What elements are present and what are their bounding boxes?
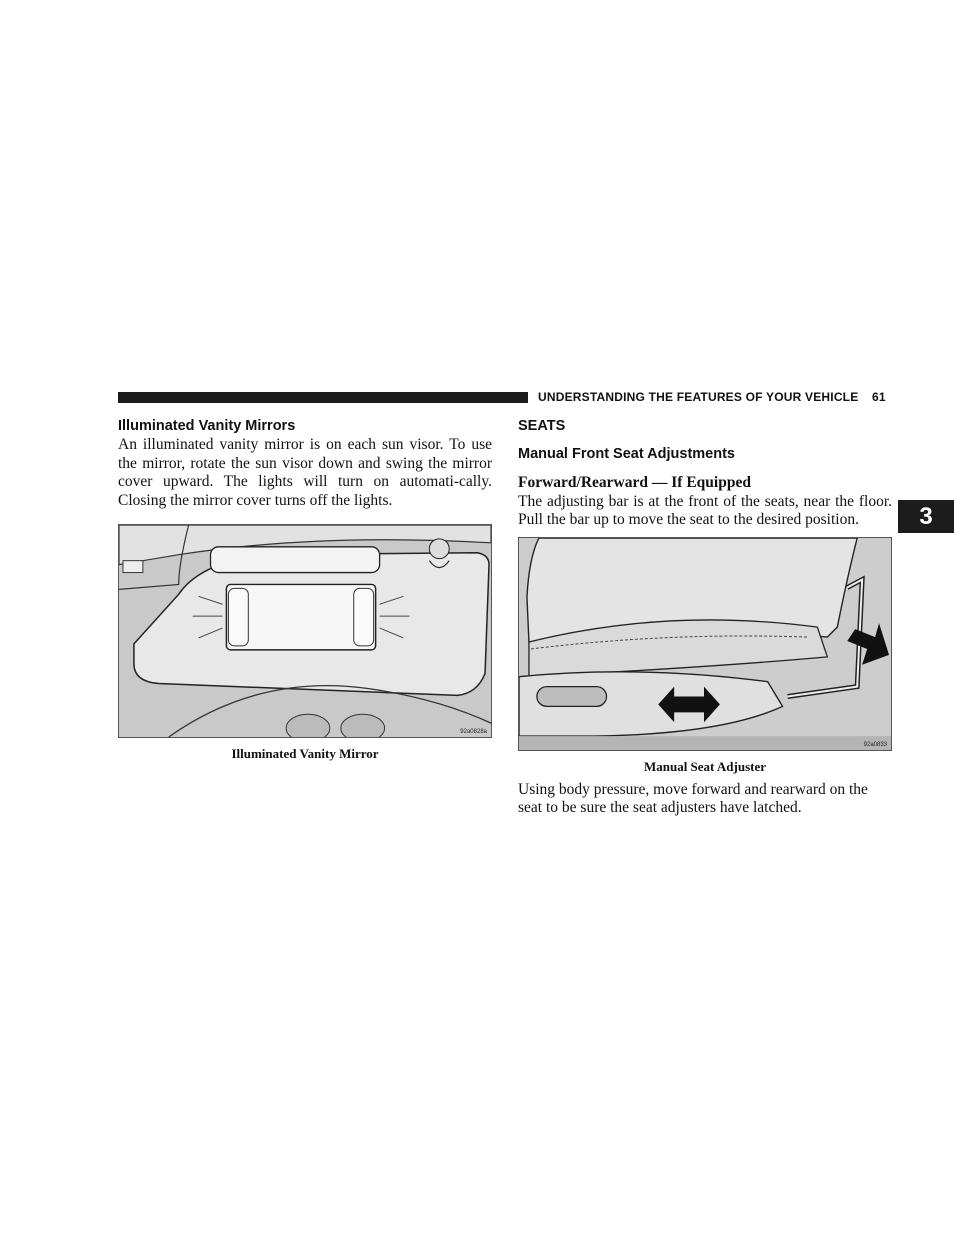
figure-code: 92a0833	[863, 741, 887, 748]
running-header	[538, 390, 886, 404]
vanity-mirror-paragraph: An illuminated vanity mirror is on each sun visor. To use the mirror, rotate the sun visor down and swing the mirror cover upward. The lights will turn on automati-cally. Closing the mirror cover turns off the lights.	[118, 436, 492, 509]
vanity-mirror-heading: Illuminated Vanity Mirrors	[118, 418, 296, 434]
seat-adjuster-caption: Manual Seat Adjuster	[643, 758, 767, 774]
header-title: UNDERSTANDING THE FEATURES OF YOUR VEHICLE	[538, 390, 859, 404]
left-column	[118, 418, 492, 762]
sun-visor-drawing	[119, 525, 491, 737]
header-rule	[118, 392, 528, 403]
chapter-tab: 3	[898, 500, 954, 533]
page-number: 61	[871, 390, 886, 404]
forward-rearward-heading: Forward/Rearward — If Equipped	[518, 474, 751, 491]
vanity-mirror-caption: Illuminated Vanity Mirror	[231, 746, 379, 761]
right-column	[518, 418, 892, 818]
figure-code: 92a0828a	[460, 729, 487, 735]
seats-heading: SEATS	[518, 418, 566, 434]
vanity-mirror-illustration	[118, 524, 492, 738]
body-pressure-paragraph: Using body pressure, move forward and rearward on the seat to be sure the seat adjusters have latched.	[518, 780, 868, 816]
adjusting-bar-paragraph: The adjusting bar is at the front of the seats, near the floor. Pull the bar up to move the seat to the desired position.	[518, 492, 892, 528]
seat-adjuster-illustration	[518, 537, 892, 751]
manual-seat-heading: Manual Front Seat Adjustments	[518, 446, 735, 462]
seat-adjuster-drawing	[519, 538, 891, 750]
